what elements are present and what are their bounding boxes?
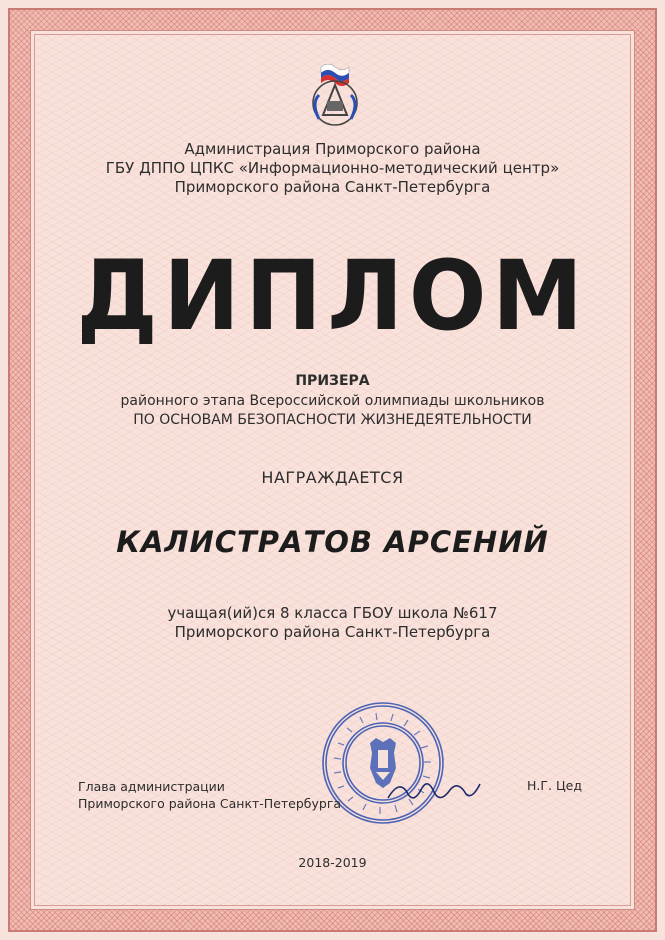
recipient-name: КАЛИСТРАТОВ АРСЕНИЙ [116,525,549,559]
position-line: Глава администрации [78,779,225,794]
academic-year: 2018-2019 [298,855,367,870]
prize-line: ПО ОСНОВАМ БЕЗОПАСНОСТИ ЖИЗНЕДЕЯТЕЛЬНОСТИ [133,412,532,428]
student-info [0,604,665,642]
prize-description [0,392,665,430]
prize-label: ПРИЗЕРА [295,373,370,389]
awarded-label: НАГРАЖДАЕТСЯ [261,468,404,487]
handwritten-signature [380,770,490,810]
organizer-line: ГБУ ДППО ЦПКС «Информационно-методический центр» [105,159,560,177]
student-line: учащая(ий)ся 8 класса ГБОУ школа №617 [167,604,498,622]
prize-line: районного этапа Всероссийской олимпиады школьников [120,393,545,409]
diploma-title: ДИПЛОМ [76,240,589,352]
organizer-line: Администрация Приморского района [184,140,481,158]
organizer-block [0,140,665,197]
olympiad-logo-icon [295,55,375,135]
signatory-position [78,778,341,812]
student-line: Приморского района Санкт-Петербурга [174,623,491,641]
organizer-line: Приморского района Санкт-Петербурга [174,178,491,196]
position-line: Приморского района Санкт-Петербурга [78,796,342,811]
signatory-name: Н.Г. Цед [527,778,582,793]
